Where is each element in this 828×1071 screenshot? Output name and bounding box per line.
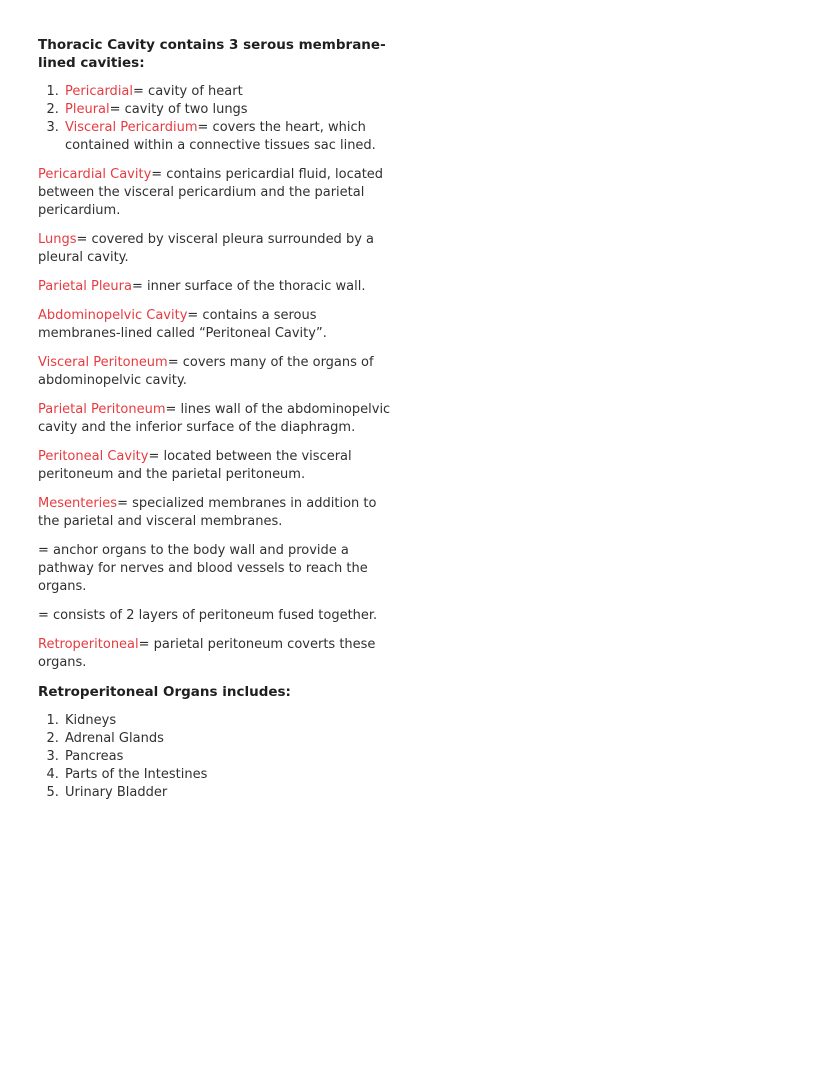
definition-paragraph	[38, 636, 396, 672]
definition-paragraph	[38, 307, 396, 343]
organ-name-text: Urinary Bladder	[65, 785, 168, 800]
definition-text: = lines wall of the abdominopelvic cavity and the inferior surface of the diaphragm.	[38, 402, 391, 435]
term-text: Mesenteries	[38, 496, 118, 511]
definition-paragraph	[38, 231, 396, 267]
definition-text: = located between the visceral peritoneum and the parietal peritoneum.	[38, 449, 352, 482]
definition-text: = anchor organs to the body wall and provide a pathway for nerves and blood vessels to reach the organs.	[38, 543, 368, 594]
definition-text: = parietal peritoneum coverts these organs.	[38, 637, 376, 670]
term-text: Pericardial Cavity	[38, 167, 152, 182]
organ-name-text: Parts of the Intestines	[65, 767, 208, 782]
definition-text: = covers many of the organs of abdominopelvic cavity.	[38, 355, 374, 388]
definition-paragraph	[38, 542, 396, 596]
heading-retroperitoneal-organs: Retroperitoneal Organs includes:	[38, 684, 291, 700]
document-content	[38, 36, 396, 802]
heading-thoracic-cavity: Thoracic Cavity contains 3 serous membrane-lined cavities:	[38, 37, 386, 71]
definition-text: = cavity of heart	[133, 84, 243, 99]
definition-text: = covers the heart, which contained within a connective tissues sac lined.	[65, 120, 376, 153]
definition-paragraph	[38, 448, 396, 484]
term-text: Pericardial	[65, 84, 134, 99]
term-text: Parietal Peritoneum	[38, 402, 166, 417]
definition-paragraph	[38, 278, 396, 296]
list-item	[63, 119, 396, 155]
term-text: Abdominopelvic Cavity	[38, 308, 188, 323]
term-text: Visceral Peritoneum	[38, 355, 168, 370]
term-text: Visceral Pericardium	[65, 120, 198, 135]
organ-name-text: Adrenal Glands	[65, 731, 164, 746]
definition-paragraphs	[38, 166, 396, 672]
definition-text: = cavity of two lungs	[109, 102, 248, 117]
list-item	[63, 784, 396, 802]
term-text: Parietal Pleura	[38, 279, 132, 294]
list-item	[63, 101, 396, 119]
definition-text: = contains pericardial fluid, located between the visceral pericardium and the parietal pericardium.	[38, 167, 384, 218]
definition-paragraph	[38, 166, 396, 220]
definition-paragraph	[38, 401, 396, 437]
definition-text: = consists of 2 layers of peritoneum fused together.	[38, 608, 378, 623]
definition-text: = covered by visceral pleura surrounded by a pleural cavity.	[38, 232, 374, 265]
list-item	[63, 730, 396, 748]
definition-paragraph	[38, 607, 396, 625]
organ-name-text: Kidneys	[65, 713, 117, 728]
definition-text: = specialized membranes in addition to the parietal and visceral membranes.	[38, 496, 377, 529]
organs-numbered-list	[38, 712, 396, 802]
term-text: Retroperitoneal	[38, 637, 139, 652]
definition-paragraph	[38, 354, 396, 390]
definition-text: = contains a serous membranes-lined called “Peritoneal Cavity”.	[38, 308, 327, 341]
list-item	[63, 83, 396, 101]
organ-name-text: Pancreas	[65, 749, 124, 764]
list-item	[63, 712, 396, 730]
term-text: Pleural	[65, 102, 110, 117]
definition-paragraph	[38, 495, 396, 531]
definition-text: = inner surface of the thoracic wall.	[131, 279, 366, 294]
cavities-numbered-list	[38, 83, 396, 155]
term-text: Lungs	[38, 232, 77, 247]
term-text: Peritoneal Cavity	[38, 449, 149, 464]
list-item	[63, 748, 396, 766]
list-item	[63, 766, 396, 784]
